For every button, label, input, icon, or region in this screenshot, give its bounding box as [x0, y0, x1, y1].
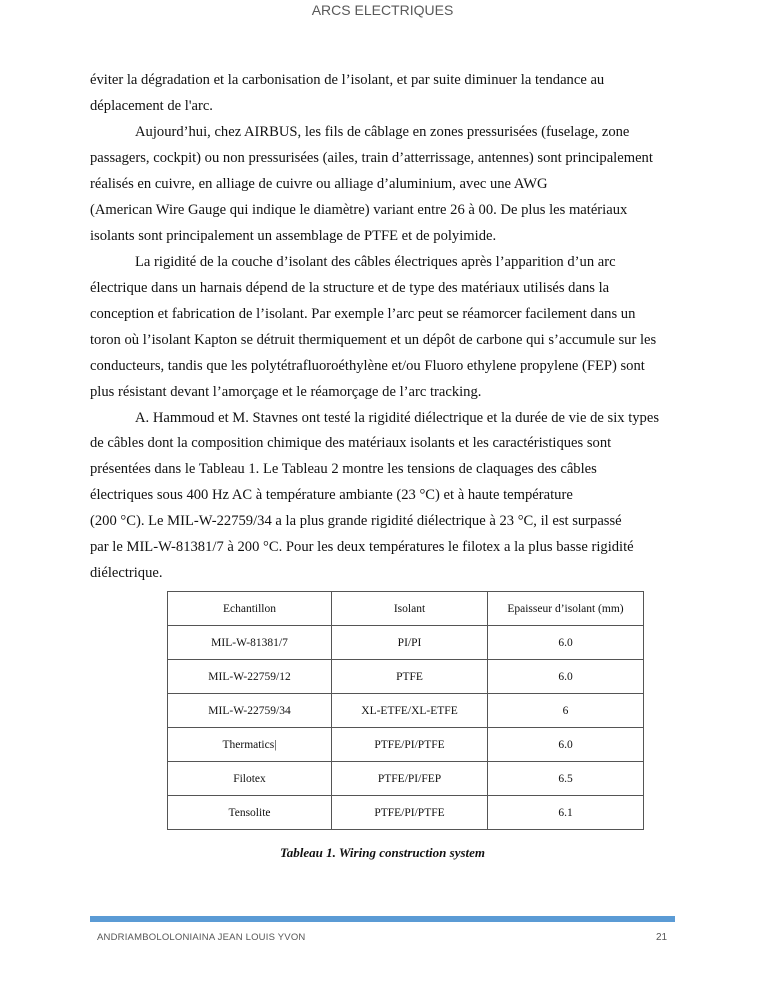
table-cell: PTFE/PI/PTFE [332, 728, 488, 762]
footer-author: ANDRIAMBOLOLONIAINA JEAN LOUIS YVON [97, 932, 306, 943]
text-line: électriques sous 400 Hz AC à température ambiante (23 °C) et à haute température [90, 487, 573, 503]
table-cell: Thermatics| [168, 728, 332, 762]
text-line: de câbles dont la composition chimique des matériaux isolants et les caractéristiques sont [90, 435, 612, 451]
footer-divider [90, 916, 675, 922]
table-cell: 6.1 [488, 796, 644, 830]
table-cell: MIL-W-22759/12 [168, 660, 332, 694]
table-row [168, 796, 644, 830]
table-cell: 6.5 [488, 762, 644, 796]
text-line: présentées dans le Tableau 1. Le Tableau 2 montre les tensions de claquages des câbles [90, 461, 597, 477]
text-line: diélectrique. [90, 565, 163, 581]
text-line: Aujourd’hui, chez AIRBUS, les fils de câblage en zones pressurisées (fuselage, zone [135, 124, 630, 140]
text-line: réalisés en cuivre, en alliage de cuivre ou alliage d’aluminium, avec une AWG [90, 176, 548, 192]
table-cell: Filotex [168, 762, 332, 796]
table-header: Isolant [332, 592, 488, 626]
table-cell: PTFE [332, 660, 488, 694]
table-row [168, 728, 644, 762]
table-cell: XL-ETFE/XL-ETFE [332, 694, 488, 728]
page-header: ARCS ELECTRIQUES [311, 2, 454, 18]
table-caption: Tableau 1. Wiring construction system [279, 845, 486, 860]
table-header-row [168, 592, 644, 626]
page-number: 21 [656, 932, 668, 943]
text-line: déplacement de l'arc. [90, 98, 213, 114]
text-line: électrique dans un harnais dépend de la structure et de type des matériaux utilisés dans la [90, 280, 610, 296]
text-line: conducteurs, tandis que les polytétrafluoroéthylène et/ou Fluoro ethylene propylene (FEP) sont [90, 358, 645, 374]
table-cell: Tensolite [168, 796, 332, 830]
text-line: A. Hammoud et M. Stavnes ont testé la rigidité diélectrique et la durée de vie de six types [135, 410, 660, 426]
table-cell: PI/PI [332, 626, 488, 660]
table-header: Epaisseur d’isolant (mm) [488, 592, 644, 626]
text-line: toron où l’isolant Kapton se détruit thermiquement et un dépôt de carbone qui s’accumule sur les [90, 332, 657, 348]
table-cell: 6.0 [488, 660, 644, 694]
table-cell: 6 [488, 694, 644, 728]
table-cell: PTFE/PI/PTFE [332, 796, 488, 830]
text-line: (American Wire Gauge qui indique le diamètre) variant entre 26 à 00. De plus les matériaux [90, 202, 628, 218]
table-cell: PTFE/PI/FEP [332, 762, 488, 796]
text-line: isolants sont principalement un assemblage de PTFE et de polyimide. [90, 228, 497, 244]
text-line: conception et fabrication de l’isolant. Par exemple l’arc peut se réamorcer facilement dans un [90, 306, 636, 322]
table-row [168, 626, 644, 660]
table-header: Echantillon [168, 592, 332, 626]
table-row [168, 660, 644, 694]
text-line: par le MIL-W-81381/7 à 200 °C. Pour les deux températures le filotex a la plus basse rigidité [90, 539, 634, 555]
table-cell: MIL-W-81381/7 [168, 626, 332, 660]
text-line: plus résistant devant l’amorçage et le réamorçage de l’arc tracking. [90, 384, 482, 400]
table-cell: 6.0 [488, 626, 644, 660]
table-cell: 6.0 [488, 728, 644, 762]
text-line: (200 °C). Le MIL-W-22759/34 a la plus grande rigidité diélectrique à 23 °C, il est surpassé [90, 513, 622, 529]
table-cell: MIL-W-22759/34 [168, 694, 332, 728]
table-row [168, 762, 644, 796]
wiring-table [167, 591, 644, 830]
text-line: La rigidité de la couche d’isolant des câbles électriques après l’apparition d’un arc [135, 254, 616, 270]
text-line: passagers, cockpit) ou non pressurisées (ailes, train d’atterrissage, antennes) sont principalement [90, 150, 653, 166]
table-row [168, 694, 644, 728]
text-line: éviter la dégradation et la carbonisation de l’isolant, et par suite diminuer la tendance au [90, 72, 605, 88]
